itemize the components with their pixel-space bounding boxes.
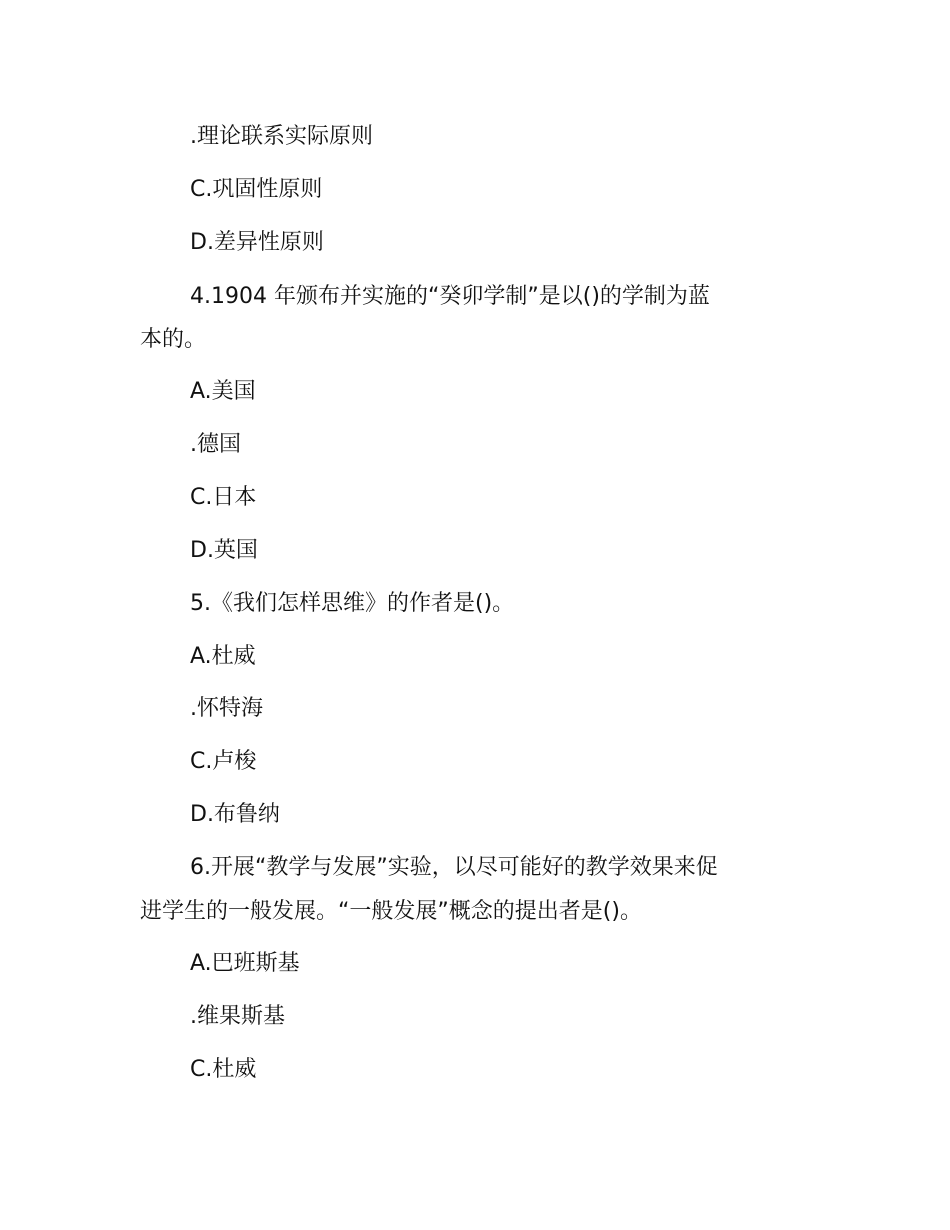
question-6-continued: 进学生的一般发展。“一般发展”概念的提出者是()。 xyxy=(140,899,642,924)
question-4: 4.1904 年颁布并实施的“癸卯学制”是以()的学制为蓝 xyxy=(190,284,710,309)
question-5: 5.《我们怎样思维》的作者是()。 xyxy=(190,591,515,616)
option-b-q4: .德国 xyxy=(190,432,241,457)
option-a-q4: A.美国 xyxy=(190,379,256,404)
option-d-q5: D.布鲁纳 xyxy=(190,802,280,827)
question-4-continued: 本的。 xyxy=(140,327,207,352)
option-b-q5: .怀特海 xyxy=(190,696,263,721)
option-c-q4: C.日本 xyxy=(190,485,257,510)
option-b-q6: .维果斯基 xyxy=(190,1004,285,1029)
option-d-q4: D.英国 xyxy=(190,538,258,563)
option-a-q6: A.巴班斯基 xyxy=(190,951,300,976)
option-c-q5: C.卢梭 xyxy=(190,749,257,774)
option-a-q5: A.杜威 xyxy=(190,644,256,669)
option-c-q6: C.杜威 xyxy=(190,1057,257,1082)
option-c-q3: C.巩固性原则 xyxy=(190,177,323,202)
option-b-q3: .理论联系实际原则 xyxy=(190,124,373,149)
question-6: 6.开展“教学与发展”实验，以尽可能好的教学效果来促 xyxy=(190,855,718,880)
option-d-q3: D.差异性原则 xyxy=(190,230,324,255)
